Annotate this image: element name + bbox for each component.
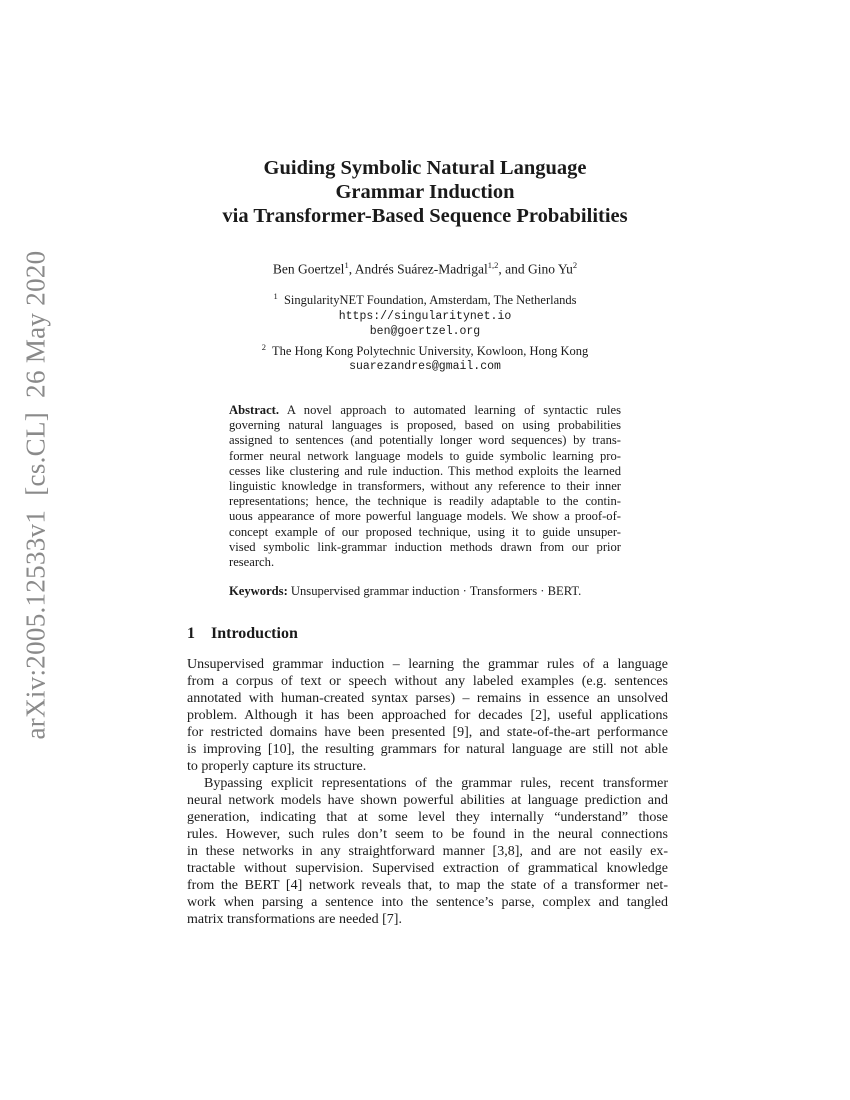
body-line: from the BERT [4] network reveals that, to map the state of a transformer net- <box>187 878 668 893</box>
author-sup: 2 <box>572 260 578 270</box>
body-line: rules. However, such rules don’t seem to be found in the neural connections <box>187 827 668 842</box>
body-line: Unsupervised grammar induction – learning the grammar rules of a language <box>187 657 668 672</box>
title-line: Grammar Induction <box>335 181 515 203</box>
keywords-label: Keywords: <box>229 584 288 598</box>
body-line: tractable without supervision. Supervised extraction of grammatical knowledge <box>187 861 668 876</box>
body-line: to properly capture its structure. <box>187 759 367 774</box>
abstract-line: cesses like clustering and rule induction. This method exploits the learned <box>229 463 621 478</box>
email-link[interactable]: suarezandres@gmail.com <box>349 360 501 374</box>
title-line: Guiding Symbolic Natural Language <box>263 157 587 179</box>
aff-sup: 2 <box>261 341 267 352</box>
keywords-text: Unsupervised grammar induction · Transformers · BERT. <box>287 584 582 598</box>
url-link[interactable]: https://singularitynet.io <box>338 309 512 323</box>
body-line: for restricted domains have been presented [9], and state-of-the-art performance <box>187 725 668 740</box>
body-text <box>187 656 668 928</box>
author: Andrés Suárez-Madrigal <box>354 261 488 277</box>
body-line: in these networks in any straightforward manner [3,8], and are not easily ex- <box>187 844 668 859</box>
abstract-line: representations; hence, the technique is readily adaptable to the contin- <box>229 494 621 509</box>
email-link[interactable]: ben@goertzel.org <box>369 325 481 339</box>
body-line: generation, indicating that at some level they internally “understand” those <box>187 810 668 825</box>
author-sup: 1 <box>344 260 349 270</box>
abstract-line: research. <box>229 555 275 570</box>
abstract-line: linguistic knowledge in transformers, without any reference to their inner <box>229 479 621 494</box>
abstract-label: Abstract. <box>229 403 280 417</box>
abstract-line: governing natural languages is proposed, based on using probabilities <box>229 418 621 433</box>
author-sup: 1,2 <box>487 260 499 270</box>
section-number: 1 <box>187 625 195 642</box>
affiliation: SingularityNET Foundation, Amsterdam, The Netherlands <box>283 293 577 308</box>
body-line: from a corpus of text or speech without any labeled examples (e.g. sentences <box>187 674 668 689</box>
authors: Ben Goertzel$^1$, Andrés Suárez-Madrigal$^{1,2}$, and Gino Yu$^2$ <box>272 260 578 277</box>
section-heading <box>187 625 314 643</box>
author: and Gino Yu <box>505 261 573 277</box>
abstract-line: A novel approach to automated learning of syntactic rules <box>279 403 621 417</box>
affiliation: The Hong Kong Polytechnic University, Kowloon, Hong Kong <box>272 343 589 358</box>
aff-sup: 1 <box>273 291 278 301</box>
body-line: annotated with human-created syntax parses) – remains in essence an unsolved <box>187 691 668 706</box>
abstract <box>229 403 621 570</box>
paper-title <box>0 156 850 228</box>
arxiv-identifier: arXiv:2005.12533v1 [cs.CL] 26 May 2020 <box>20 250 51 740</box>
abstract-line: concept example of our proposed technique, using it to guide unsuper- <box>229 524 621 539</box>
title-line: via Transformer-Based Sequence Probabilities <box>222 205 628 227</box>
abstract-line: former neural network language models to guide symbolic learning pro- <box>229 448 621 463</box>
abstract-line: assigned to sentences (and potentially longer word sequences) by trans- <box>229 433 621 448</box>
body-line: Bypassing explicit representations of the grammar rules, recent transformer <box>204 776 668 791</box>
body-line: is improving [10], the resulting grammars for natural language are still not able <box>187 742 668 757</box>
body-line: matrix transformations are needed [7]. <box>187 912 402 927</box>
abstract-line: uous appearance of more powerful language models. We show a proof-of- <box>229 509 621 524</box>
keywords <box>229 584 581 599</box>
body-line: neural network models have shown powerful abilities at language prediction and <box>187 793 668 808</box>
body-line: work when parsing a sentence into the sentence’s parse, complex and tangled <box>187 895 668 910</box>
abstract-line: vised symbolic link-grammar induction methods drawn from our prior <box>229 539 621 554</box>
author: Ben Goertzel <box>272 261 345 277</box>
affiliations <box>0 289 850 375</box>
section-title: Introduction <box>211 625 298 642</box>
body-line: problem. Although it has been approached for decades [2], useful applications <box>187 708 668 723</box>
